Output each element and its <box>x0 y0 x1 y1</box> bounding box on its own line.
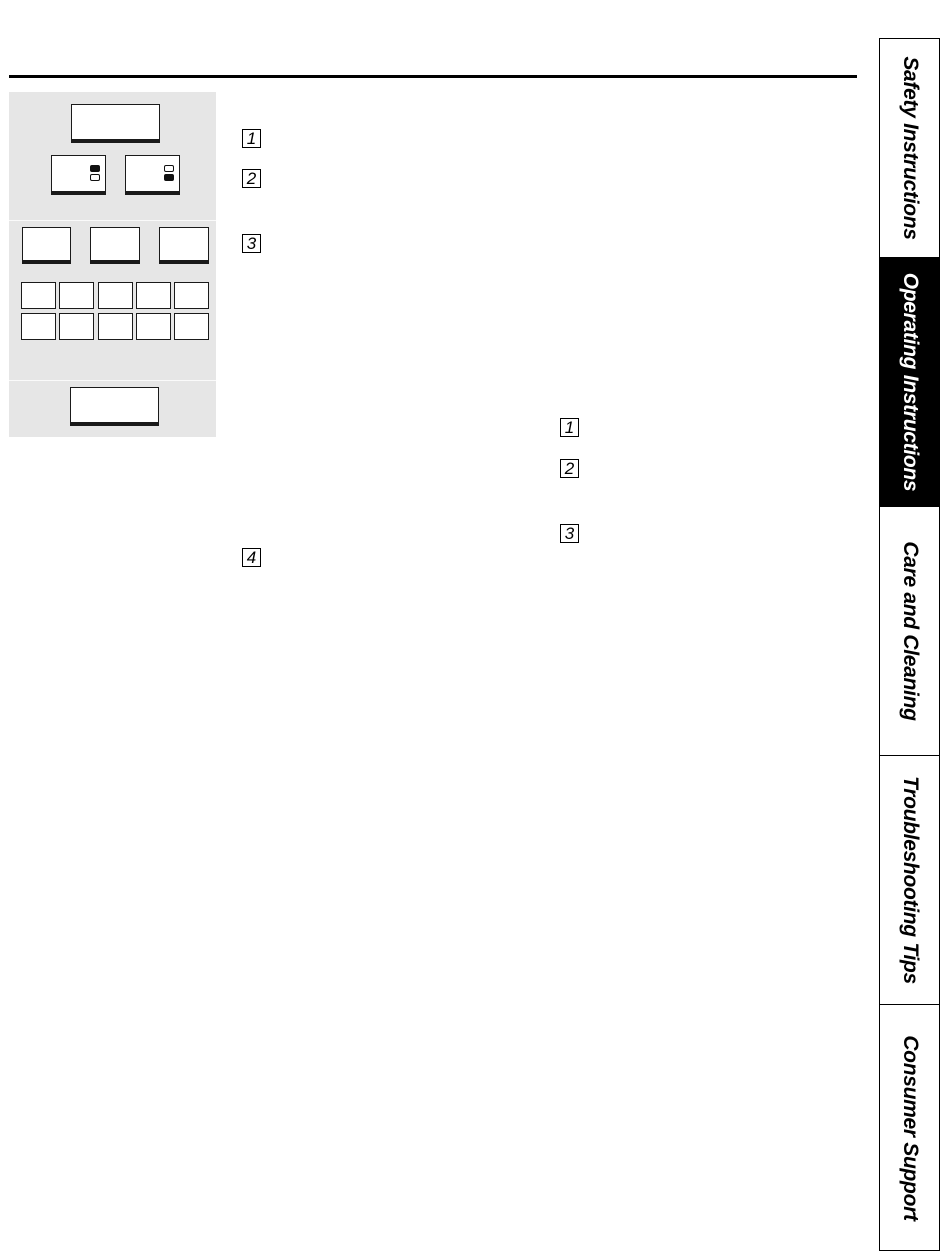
number-pad-key <box>21 282 56 309</box>
number-pad-key <box>21 313 56 340</box>
tab-label: Operating Instructions <box>898 272 922 492</box>
tab-label: Consumer Support <box>898 1034 922 1221</box>
step-number: 1 <box>560 418 579 437</box>
section-tabs <box>879 38 940 1251</box>
step-number: 3 <box>560 524 579 543</box>
tab-care-and-cleaning[interactable] <box>879 506 940 756</box>
indicator-light-on <box>164 174 174 181</box>
tab-troubleshooting-tips[interactable] <box>879 755 940 1005</box>
number-pad-key <box>136 313 171 340</box>
tab-label: Safety Instructions <box>898 56 922 240</box>
panel-top-key <box>71 104 160 143</box>
panel-bottom-key <box>70 387 159 426</box>
header-rule <box>9 75 857 78</box>
number-pad-key <box>59 313 94 340</box>
tab-label: Troubleshooting Tips <box>898 776 922 984</box>
indicator-light-off <box>90 174 100 181</box>
number-pad-key <box>98 313 133 340</box>
indicator-light-on <box>90 165 100 172</box>
panel-divider <box>9 220 216 221</box>
step-number: 4 <box>242 548 261 567</box>
panel-left-indicator-key <box>51 155 106 195</box>
panel-function-key <box>90 227 140 264</box>
tab-label: Care and Cleaning <box>898 541 922 721</box>
panel-right-indicator-key <box>125 155 180 195</box>
number-pad-key <box>59 282 94 309</box>
panel-divider <box>9 380 216 381</box>
step-number: 3 <box>242 234 261 253</box>
tab-operating-instructions[interactable] <box>879 257 940 507</box>
number-pad-key <box>174 282 209 309</box>
step-number: 2 <box>242 169 261 188</box>
tab-consumer-support[interactable] <box>879 1004 940 1251</box>
number-pad-key <box>174 313 209 340</box>
indicator-light-off <box>164 165 174 172</box>
number-pad-key <box>98 282 133 309</box>
step-number: 2 <box>560 459 579 478</box>
panel-function-key <box>22 227 71 264</box>
step-number: 1 <box>242 129 261 148</box>
panel-function-key <box>159 227 209 264</box>
control-panel-diagram <box>9 92 216 437</box>
tab-safety-instructions[interactable] <box>879 38 940 258</box>
number-pad-key <box>136 282 171 309</box>
